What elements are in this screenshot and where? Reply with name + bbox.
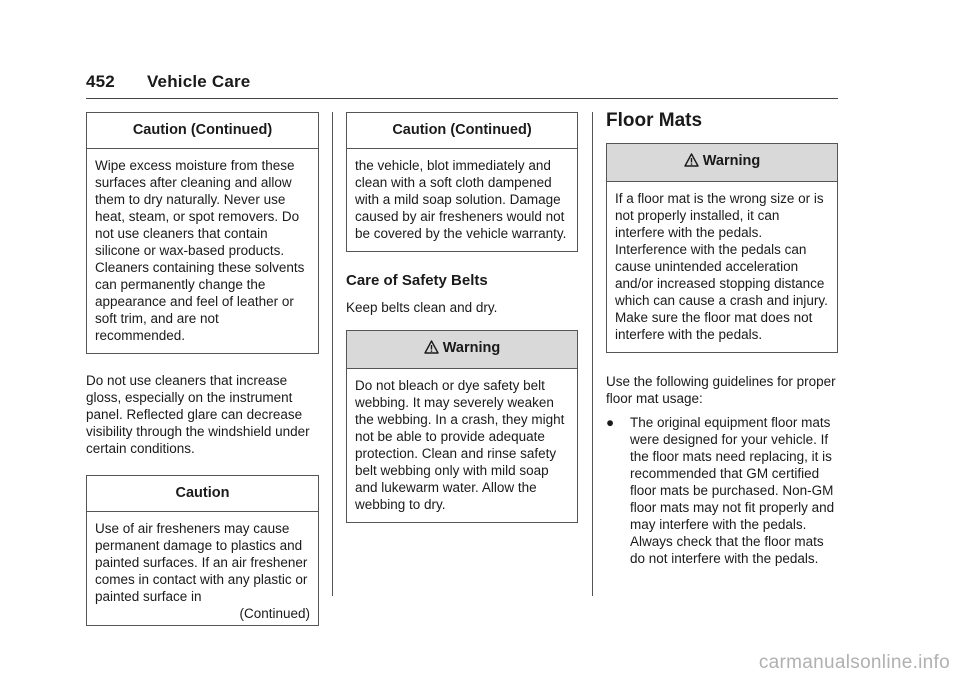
- safety-warning-box: [346, 330, 578, 523]
- floor-mats-warning-box: [606, 143, 838, 353]
- caution-box: [86, 475, 319, 626]
- section-title: Vehicle Care: [146, 72, 251, 91]
- column-divider-2: [592, 112, 593, 596]
- list-item: [606, 414, 838, 567]
- floor-mats-warning-title: Warning: [702, 153, 761, 169]
- floor-mats-heading: Floor Mats: [606, 110, 703, 131]
- safety-warning-text: Do not bleach or dye safety belt webbing. It may severely weaken the webbing. In a crash, they might not be able to provide adequate protection. Clean and rinse safety belt webbing only with mild soap and lukewarm water. Allow the webbing to dry.: [355, 378, 565, 512]
- warning-triangle-icon: [684, 153, 699, 172]
- column-2: [346, 112, 578, 523]
- caution-continued-box: [86, 112, 319, 354]
- floor-mats-warning-header: [607, 144, 837, 182]
- caution-continued-text-2: the vehicle, blot immediately and clean with a soft cloth dampened with a mild soap solution. Damage caused by air fresheners would not be covered by the vehicle warranty.: [355, 158, 567, 241]
- caution-continued-box-2: [346, 112, 578, 252]
- safety-belts-text: Keep belts clean and dry.: [346, 300, 498, 315]
- caution-text: Use of air fresheners may cause permanent damage to plastics and painted surfaces. If an air freshener comes in contact with any plastic or painted surface in: [95, 521, 308, 604]
- column-1: [86, 112, 319, 626]
- caution-title: Caution: [87, 476, 318, 512]
- bullet-text: The original equipment floor mats were designed for your vehicle. If the floor mats need replacing, it is recommended that GM certified floor mats be purchased. Non-GM floor mats may not fit properly and may interfere with the pedals. Always check that the floor mats do not interfere with the pedals.: [630, 415, 835, 566]
- bullet-marker: ●: [606, 415, 615, 430]
- floor-mats-warning-text: If a floor mat is the wrong size or is not properly installed, it can interfere with the pedals. Interference with the pedals can cause unintended acceleration and/or increased stopping distance which can cause a crash and injury. Make sure the floor mat does not interfere with the pedals.: [615, 191, 828, 342]
- watermark: carmanualsonline.info: [758, 652, 950, 673]
- page-number: 452: [86, 72, 115, 91]
- safety-belts-heading: Care of Safety Belts: [346, 272, 488, 289]
- cleaner-paragraph: Do not use cleaners that increase gloss, especially on the instrument panel. Reflected glare can decrease visibility through the windshield under certain conditions.: [86, 373, 310, 456]
- continued-label: (Continued): [239, 606, 310, 621]
- warning-triangle-icon: [424, 340, 439, 359]
- page-header: [86, 72, 250, 92]
- safety-warning-title: Warning: [442, 340, 501, 356]
- floor-mats-intro: Use the following guidelines for proper floor mat usage:: [606, 374, 836, 406]
- floor-mats-guidelines: [606, 414, 838, 567]
- header-rule: [86, 98, 838, 99]
- caution-continued-title: Caution (Continued): [87, 113, 318, 149]
- caution-continued-text: Wipe excess moisture from these surfaces after cleaning and allow them to dry naturally. Never use heat, steam, or spot removers. Do not use cleaners that contain silicone or wax-based products. Cleaners containing these solvents can permanently change the appearance and feel of leather or soft trim, and are not recommended.: [95, 158, 305, 343]
- column-divider-1: [332, 112, 333, 596]
- caution-continued-title-2: Caution (Continued): [347, 113, 577, 149]
- column-3: [606, 112, 838, 567]
- safety-warning-header: [347, 331, 577, 369]
